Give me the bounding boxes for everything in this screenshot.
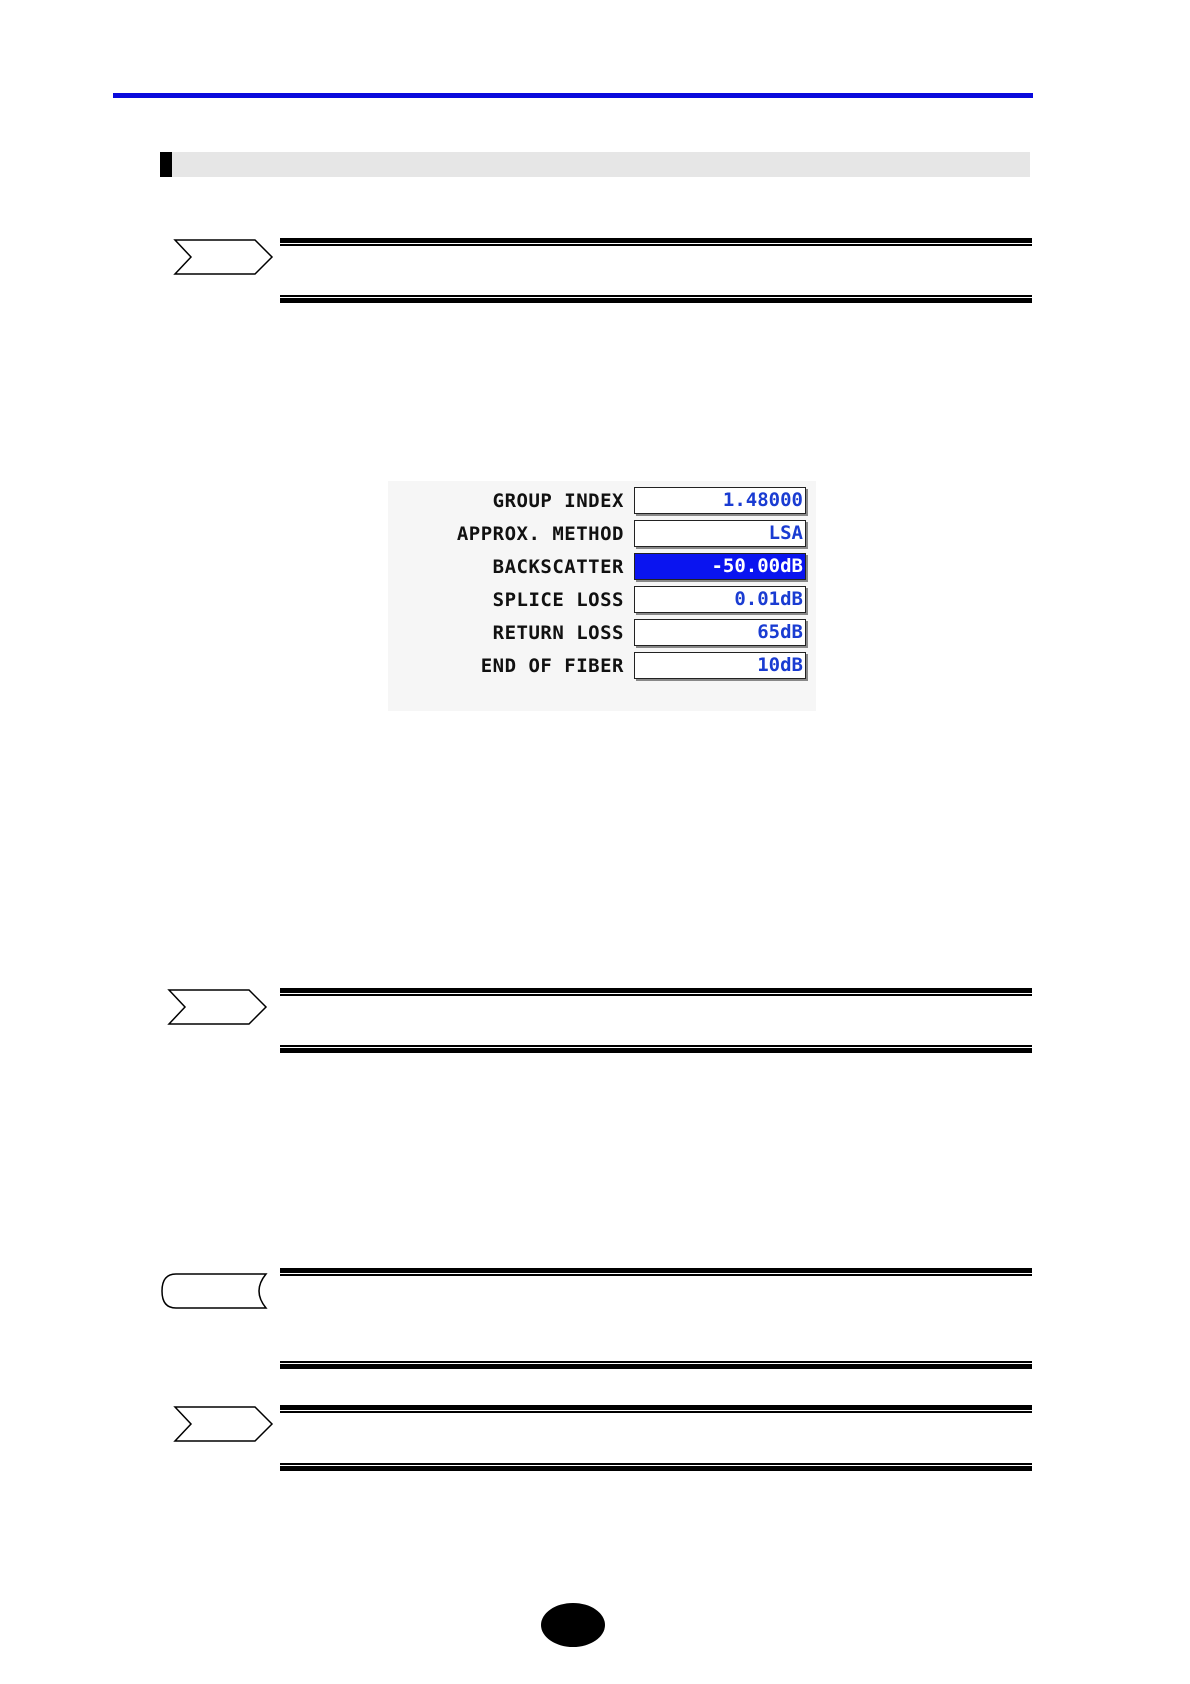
setting-row-splice-loss xyxy=(388,586,816,616)
setting-label: SPLICE LOSS xyxy=(492,589,624,611)
setting-value-field[interactable]: 10dB xyxy=(634,652,806,679)
arrow-tag-icon xyxy=(160,1405,275,1443)
note-rule-top xyxy=(280,238,1032,246)
setting-row-approx-method xyxy=(388,520,816,550)
setting-row-backscatter xyxy=(388,553,816,583)
arrow-tag-icon xyxy=(154,988,269,1026)
note-block-1 xyxy=(160,238,1032,304)
setting-label: RETURN LOSS xyxy=(492,622,624,644)
setting-value-field-selected[interactable]: -50.00dB xyxy=(634,553,806,580)
note-rule-bottom xyxy=(280,1045,1032,1053)
caution-rule-bottom xyxy=(280,1361,1032,1369)
setting-row-end-of-fiber xyxy=(388,652,816,682)
setting-label: BACKSCATTER xyxy=(492,556,624,578)
setting-label: APPROX. METHOD xyxy=(456,523,624,545)
section-marker xyxy=(160,152,172,177)
analysis-settings-panel xyxy=(388,481,816,711)
setting-row-group-index xyxy=(388,487,816,517)
note-block-3 xyxy=(160,1405,1032,1471)
page-number-badge xyxy=(541,1603,605,1647)
setting-value-field[interactable]: 1.48000 xyxy=(634,487,806,514)
setting-row-return-loss xyxy=(388,619,816,649)
caution-rule-top xyxy=(280,1268,1032,1276)
note-block-2 xyxy=(160,988,1032,1054)
setting-value-field[interactable]: LSA xyxy=(634,520,806,547)
note-rule-bottom xyxy=(280,1463,1032,1471)
header-rule xyxy=(113,93,1033,98)
setting-value-field[interactable]: 65dB xyxy=(634,619,806,646)
setting-label: GROUP INDEX xyxy=(492,490,624,512)
note-rule-top xyxy=(280,988,1032,996)
setting-label: END OF FIBER xyxy=(480,655,624,677)
setting-value-field[interactable]: 0.01dB xyxy=(634,586,806,613)
note-rule-top xyxy=(280,1405,1032,1413)
arrow-tag-icon xyxy=(160,238,275,276)
caution-block xyxy=(160,1268,1032,1370)
note-rule-bottom xyxy=(280,295,1032,303)
cap-tag-icon xyxy=(160,1272,275,1310)
section-heading-bar xyxy=(160,152,1030,177)
